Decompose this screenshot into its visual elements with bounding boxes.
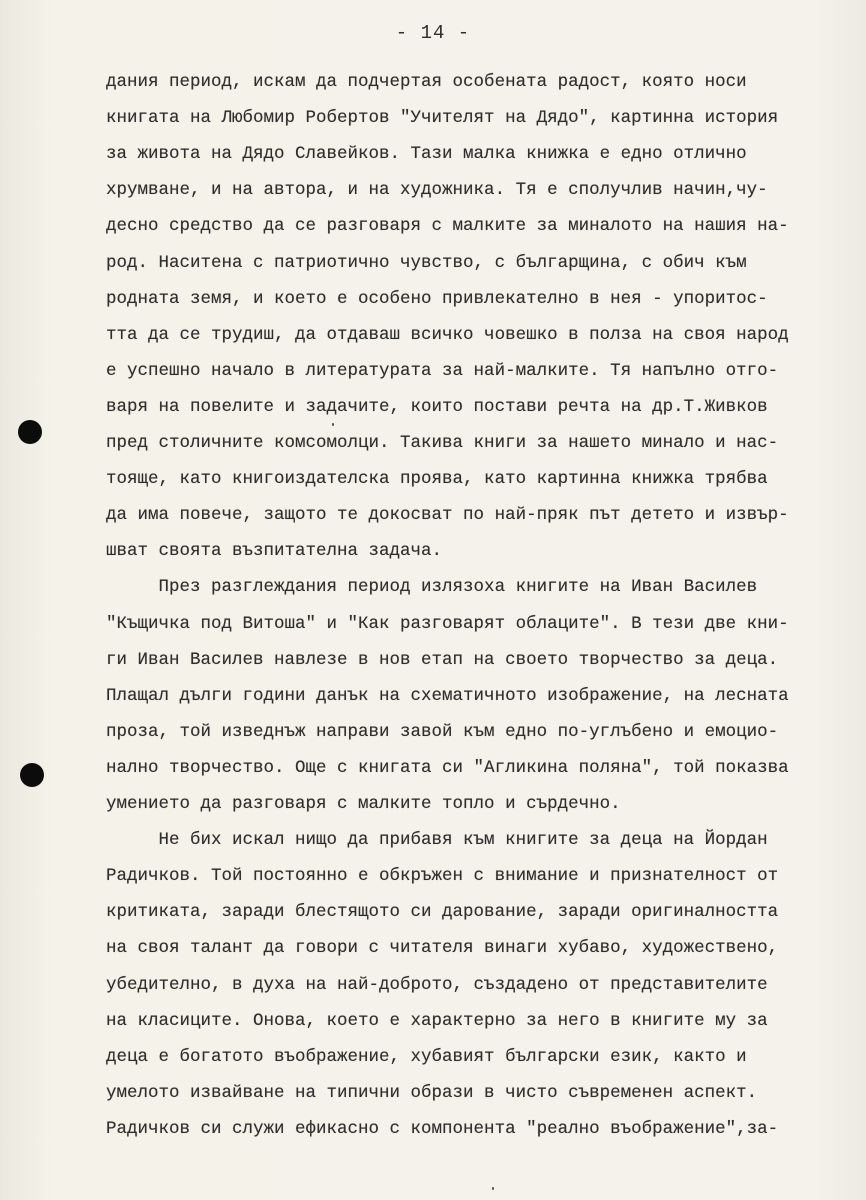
punch-hole-top [18,420,42,444]
text-line: родната земя, и което е особено привлекателно в нея - упоритос- [106,288,768,309]
text-line: тта да се трудиш, да отдаваш всичко човешко в полза на своя народ [106,324,789,345]
text-line: Радичков си служи ефикасно с компонента "реално въображение",за- [106,1118,779,1139]
text-line: ги Иван Василев навлезе в нов етап на своето творчество за деца. [106,649,779,670]
text-line: на класиците. Онова, което е характерно за него в книгите му за [106,1010,768,1031]
text-line: Плащал дълги години данък на схематичното изображение, на лесната [106,685,789,706]
text-line: хрумване, и на автора, и на художника. Тя е сполучлив начин,чу- [106,180,768,201]
text-line: Не бих искал нищо да прибавя към книгите за деца на Йордан [106,830,768,851]
ink-speck [332,423,334,426]
text-line: шват своята възпитателна задача. [106,541,443,562]
text-line: пред столичните комсомолци. Такива книги за нашето минало и нас- [106,433,779,453]
text-line: варя на повелите и задачите, които постави речта на др.Т.Живков [106,396,768,417]
text-line: През разглеждания период излязоха книгите на Иван Василев [106,577,758,598]
text-line: за живота на Дядо Славейков. Тази малка книжка е едно отлично [106,144,747,165]
text-line: род. Наситена с патриотично чувство, с българщина, с обич към [106,252,747,273]
text-line: нално творчество. Още с книгата си "Агликина поляна", той показва [106,757,789,778]
text-line: десно средство да се разговаря с малките за миналото на нашия на- [106,216,789,237]
text-line: убедително, в духа на най-доброто, създадено от представителите [106,974,768,995]
ink-speck [492,1187,494,1190]
text-line: проза, той изведнъж направи завой към едно по-углъбено и емоцио- [106,721,779,742]
text-line: дания период, искам да подчертая особената радост, която носи [106,72,747,92]
text-line: книгата на Любомир Робертов "Учителят на Дядо", картинна история [106,108,779,129]
text-line: Радичков. Той постоянно е обкръжен с внимание и признателност от [106,866,779,887]
text-line: тояще, като книгоиздателска проява, като картинна книжка трябва [106,469,768,490]
text-line: деца е богатото въображение, хубавият български език, както и [106,1046,747,1067]
text-line: на своя талант да говори с читателя винаги хубаво, художествено, [106,938,779,959]
text-line: критиката, заради блестящото си дарование, заради оригиналността [106,902,779,923]
punch-hole-bottom [20,763,44,787]
text-line: е успешно начало в литературата за най-малките. Тя напълно отго- [106,360,779,381]
text-line: умението да разговаря с малките топло и сърдечно. [106,794,621,814]
text-line: умелото извайване на типични образи в чисто съвременен аспект. [106,1082,758,1103]
text-line: "Къщичка под Витоша" и "Как разговарят облаците". В тези две кни- [106,613,789,634]
page-number: - 14 - [395,22,471,44]
text-line: да има повече, защото те докосват по най-пряк път детето и извър- [106,505,789,526]
